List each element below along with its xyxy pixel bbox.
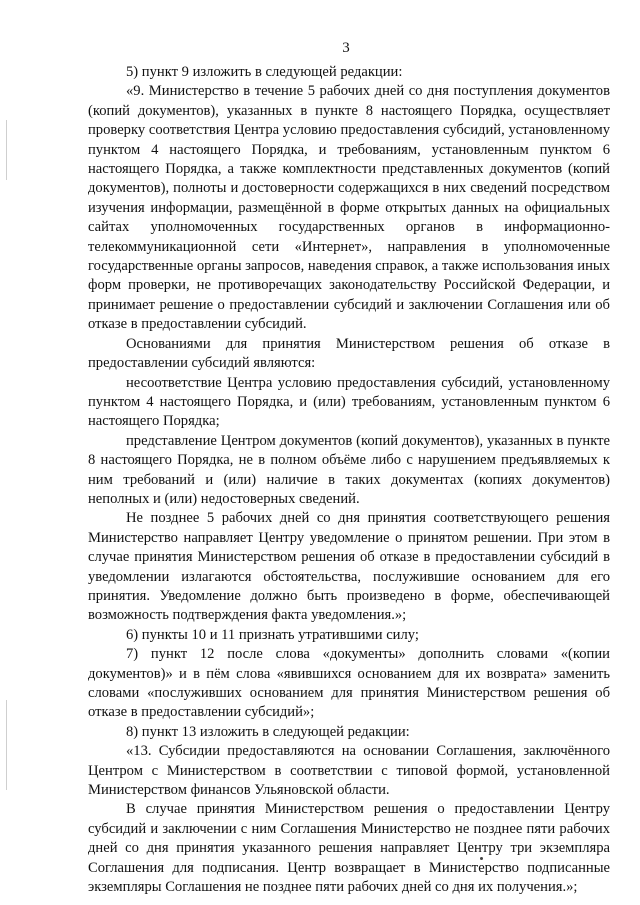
paragraph-item-8: 8) пункт 13 изложить в следующей редакции:	[126, 723, 410, 740]
scan-edge-mark	[6, 120, 7, 180]
paragraph-point-13: «13. Субсидии предоставляются на основании Соглашения, заключённого Центром с Министерством в соответствии с типовой формой, установленной Министерством финансов Ульяновской области.	[88, 743, 610, 799]
paragraph-point-9: «9. Министерство в течение 5 рабочих дней со дня поступления документов (копий документов), указанных в пункте 8 настоящего Порядка, осуществляет проверку соответствия Центра условию предоставления субсидий, установленному пунктом 4 настоящего Порядка, и требованиям, установленным пунктом 6 настоящего Порядка, а также комплектности представленных документов (копий документов), полноты и достоверности содержащихся в них сведений посредством изучения информации, размещённой в форме открытых данных на официальных сайтах уполномоченных государственных органов в информационно-телекоммуникационной сети «Интернет», направления в уполномоченные государственные органы запросов, наведения справок, а также использования иных форм проверки, не противоречащих законодательству Российской Федерации, и принимает решение о предоставлении субсидий и заключении Соглашения или об отказе в предоставлении субсидий.	[88, 83, 610, 333]
paragraph-refusal-grounds: Основаниями для принятия Министерством решения об отказе в предоставлении субсидий являются:	[88, 335, 610, 372]
paragraph-item-5: 5) пункт 9 изложить в следующей редакции:	[126, 64, 403, 80]
page-number: 3	[342, 40, 350, 56]
paragraph-notification: Не позднее 5 рабочих дней со дня принятия соответствующего решения Министерство направляет Центру уведомление о принятом решении. При этом в случае принятия Министерством решения об отказе в предоставлении субсидий в уведомлении излагаются обстоятельства, послужившие основанием для его принятия. Уведомление должно быть произведено в форме, обеспечивающей возможность подтверждения факта уведомления.»;	[88, 510, 610, 624]
paragraph-ground-2: представление Центром документов (копий документов), указанных в пункте 8 настоящего Порядка, не в полном объёме либо с нарушением предъявляемых к ним требований и (или) наличие в таких документах (копиях документов) неполных и (или) недостоверных сведений.	[88, 432, 610, 507]
document-body	[88, 63, 610, 897]
paragraph-item-7: 7) пункт 12 после слова «документы» дополнить словами «(копии документов)» и в пём слова «явившихся основанием для их возврата» заменить словами «послуживших основанием для принятия Министерством решения об отказе в предоставлении субсидий»;	[88, 646, 610, 721]
paragraph-agreement: В случае принятия Министерством решения о предоставлении Центру субсидий и заключении с ним Соглашения Министерство не позднее пяти рабочих дней со дня принятия указанного решения направляет Центру три экземпляра Соглашения для подписания. Центр возвращает в Министерство подписанные экземпляры Соглашения не позднее пяти рабочих дней со дня их получения.»;	[88, 801, 610, 896]
scan-edge-mark	[6, 700, 7, 790]
scan-speck	[480, 857, 483, 860]
paragraph-item-6: 6) пункты 10 и 11 признать утратившими силу;	[126, 626, 419, 643]
paragraph-ground-1: несоответствие Центра условию предоставления субсидий, установленному пунктом 4 настоящего Порядка, и (или) требованиям, установленным пунктом 6 настоящего Порядка;	[88, 374, 610, 430]
